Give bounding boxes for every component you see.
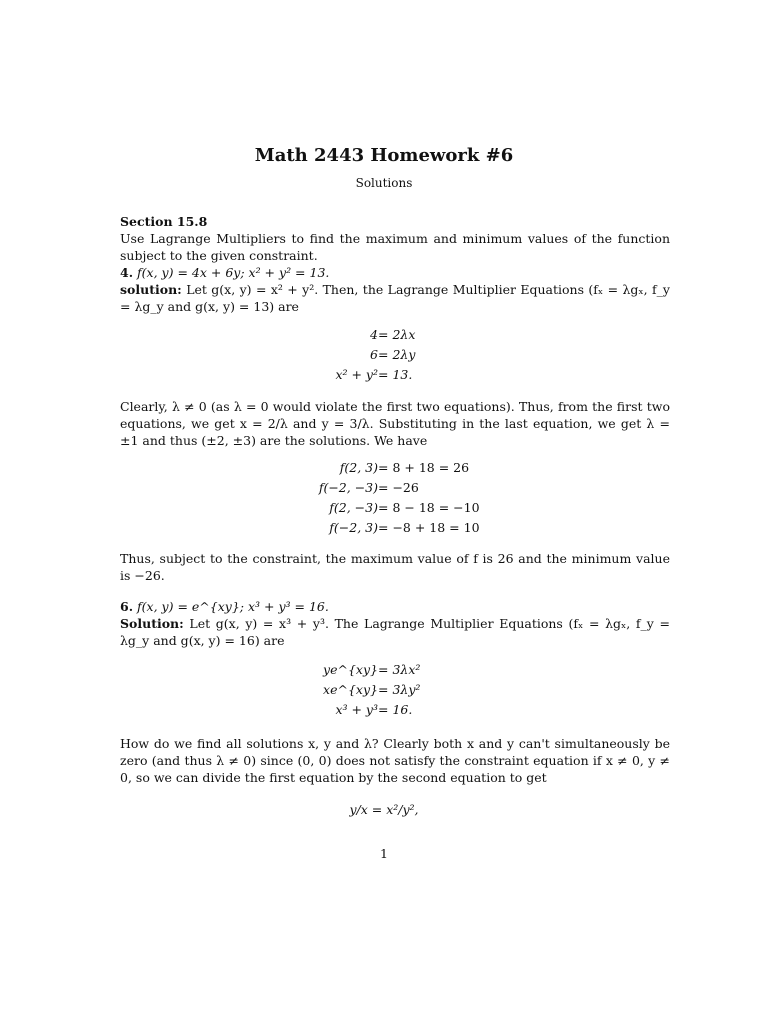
- page-number: 1: [380, 846, 388, 861]
- section-instructions: Use Lagrange Multipliers to find the maximum and minimum values of the function subject to the given constraint.: [120, 231, 670, 263]
- equation-row: [0, 325, 768, 345]
- equation-row: [0, 478, 768, 498]
- problem-4-number: 4.: [120, 265, 134, 280]
- problem-4-reasoning: Clearly, λ ≠ 0 (as λ = 0 would violate the first two equations). Thus, from the first two equations, we get x = 2/λ and y = 3/λ. Substituting in the last equation, we get λ = ±1 and thus (±2, ±3) are the solutions. We have: [120, 399, 670, 448]
- equation-row: [0, 518, 768, 538]
- equation-rhs: = 2λy: [378, 347, 416, 362]
- equation-lhs: x² + y²: [335, 367, 378, 382]
- equation-rhs: = −8 + 18 = 10: [378, 520, 480, 535]
- problem-6-reasoning: How do we find all solutions x, y and λ? Clearly both x and y can't simultaneously be zero (and thus λ ≠ 0) since (0, 0) does not satisfy the constraint equation if x ≠ 0, y ≠ 0, so we can divide the first equation by the second equation to get: [120, 736, 670, 785]
- equation-row: [0, 700, 768, 720]
- problem-4-conclusion: Thus, subject to the constraint, the maximum value of f is 26 and the minimum value is −26.: [120, 551, 670, 583]
- equation-rhs: = 13.: [378, 367, 413, 382]
- section-intro: [120, 213, 670, 264]
- problem-6-solution-label: Solution:: [120, 616, 184, 631]
- page-subtitle: Solutions: [355, 176, 413, 190]
- equation-lhs: f(2, −3): [329, 500, 378, 515]
- equation-rhs: = 8 + 18 = 26: [378, 460, 470, 475]
- equation-lhs: f(2, 3): [339, 460, 378, 475]
- page-title: Math 2443 Homework #6: [254, 145, 514, 166]
- equation-lhs: f(−2, −3): [318, 480, 378, 495]
- equation-lhs: f(−2, 3): [329, 520, 378, 535]
- equation-lhs: x³ + y³: [335, 702, 378, 717]
- problem-4-equation-system: [0, 325, 768, 385]
- equation-row: [0, 458, 768, 478]
- equation-rhs: = 3λx²: [378, 662, 421, 677]
- problem-6-solution-text: Let g(x, y) = x³ + y³. The Lagrange Multiplier Equations (fₓ = λgₓ, f_y = λg_y and g(x, y) = 16) are: [120, 616, 670, 648]
- problem-6-ratio-equation: [0, 800, 768, 820]
- equation-rhs: = 2λx: [378, 327, 416, 342]
- problem-6-statement: f(x, y) = e^{xy}; x³ + y³ = 16.: [137, 599, 329, 614]
- problem-4-statement-block: [120, 264, 670, 315]
- problem-4-statement: f(x, y) = 4x + 6y; x² + y² = 13.: [137, 265, 330, 280]
- equation-row: [0, 498, 768, 518]
- equation-lhs: ye^{xy}: [323, 662, 378, 677]
- equation-row: [0, 365, 768, 385]
- problem-4-solution-text: Let g(x, y) = x² + y². Then, the Lagrange Multiplier Equations (fₓ = λgₓ, f_y = λg_y and g(x, y) = 13) are: [120, 282, 670, 314]
- equation-lhs: 6: [370, 347, 378, 362]
- problem-4-solution-label: solution:: [120, 282, 182, 297]
- equation-lhs: 4: [370, 327, 378, 342]
- equation-rhs: = 8 − 18 = −10: [378, 500, 480, 515]
- problem-6-number: 6.: [120, 599, 134, 614]
- equation-row: [0, 660, 768, 680]
- section-heading: Section 15.8: [120, 214, 208, 229]
- problem-6-equation-system: [0, 660, 768, 720]
- equation-row: [0, 345, 768, 365]
- problem-4-function-values: [0, 458, 768, 538]
- equation-rhs: = 3λy²: [378, 682, 421, 697]
- equation-row: [0, 680, 768, 700]
- equation-rhs: = 16.: [378, 702, 413, 717]
- problem-6-statement-block: [120, 598, 670, 649]
- equation-lhs: xe^{xy}: [323, 682, 378, 697]
- equation-rhs: = −26: [378, 480, 419, 495]
- ratio-equation: y/x = x²/y²,: [349, 802, 419, 817]
